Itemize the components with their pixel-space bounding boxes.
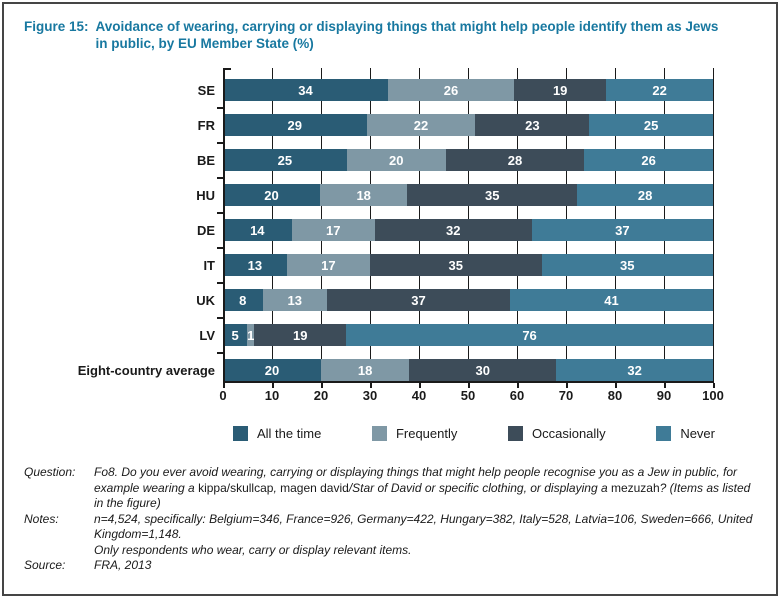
bar-value-label: 18 (356, 187, 371, 203)
bar-value-label: 28 (637, 187, 653, 203)
notes-label: Notes: (24, 511, 59, 526)
y-axis-tick (217, 177, 223, 179)
bar-row-lv (24, 324, 713, 346)
y-axis-tick (217, 282, 223, 284)
notes-text: n=4,524, specifically: Belgium=346, France=926, Germany=422, Hungary=382, Italy=528, Latvia=106, Sweden=666, United Kingdom=1,148. (94, 511, 753, 541)
legend-swatch-icon (656, 426, 671, 441)
bar-row-de (24, 219, 713, 241)
bar-value-label: 32 (446, 222, 461, 238)
bar-value-label: 8 (239, 292, 247, 308)
bar-segment-frequently (388, 79, 514, 101)
bar-value-label: 20 (388, 152, 404, 168)
bar-row-uk (24, 289, 713, 311)
legend-label: Frequently (395, 426, 458, 441)
bar-value-label: 32 (627, 362, 642, 378)
x-tick-label-100: 100 (702, 388, 724, 403)
question-text (94, 465, 756, 512)
bar-segment-frequently (247, 324, 254, 346)
bar-value-label: 20 (264, 187, 279, 203)
bar-value-label: 30 (475, 362, 490, 378)
chart-legend (233, 426, 715, 441)
bar-value-label: 17 (321, 257, 336, 273)
stacked-bar (223, 79, 713, 101)
x-tick-label-30: 30 (362, 388, 378, 403)
bar-segment-all-the-time (223, 79, 388, 101)
bar-row-fr (24, 114, 713, 136)
category-label: SE (197, 82, 215, 98)
stacked-bar (223, 324, 713, 346)
bar-value-label: 1 (247, 327, 255, 343)
x-tick-label-20: 20 (313, 388, 329, 403)
x-tick-label-90: 90 (656, 388, 672, 403)
bar-segment-occasionally (446, 149, 585, 171)
category-label: UK (196, 292, 215, 308)
question-term-upright: mezuzah (610, 480, 660, 495)
bar-segment-occasionally (475, 114, 589, 136)
category-label: IT (203, 257, 215, 273)
stacked-bar (223, 359, 713, 381)
figure-title-row (4, 4, 776, 52)
bar-value-label: 41 (604, 292, 619, 308)
bar-value-label: 29 (287, 117, 302, 133)
bar-value-label: 23 (525, 117, 540, 133)
bar-value-label: 19 (293, 327, 308, 343)
bar-value-label: 14 (250, 222, 265, 238)
legend-item-all-the-time (233, 426, 321, 441)
bar-value-label: 37 (615, 222, 630, 238)
bar-segment-all-the-time (223, 359, 321, 381)
bar-segment-never (577, 184, 713, 206)
bar-segment-all-the-time (223, 254, 287, 276)
bar-value-label: 25 (643, 117, 659, 133)
bar-segment-frequently (292, 219, 375, 241)
bar-segment-never (584, 149, 713, 171)
bar-value-label: 25 (277, 152, 293, 168)
y-axis-tick (217, 247, 223, 249)
x-tick-label-50: 50 (460, 388, 476, 403)
legend-item-never (656, 426, 715, 441)
bar-segment-occasionally (514, 79, 606, 101)
bar-value-label: 26 (443, 82, 459, 98)
category-label: FR (197, 117, 215, 133)
legend-label: All the time (257, 426, 322, 441)
bar-segment-occasionally (370, 254, 542, 276)
question-term-upright: magen david (280, 480, 349, 495)
bar-segment-never (589, 114, 713, 136)
bar-segment-frequently (321, 359, 409, 381)
footer-notes (24, 465, 756, 574)
legend-label: Occasionally (531, 426, 606, 441)
stacked-bar (223, 219, 713, 241)
y-axis-tick (217, 317, 223, 319)
category-label: Eight-country average (77, 362, 215, 378)
bar-rows (24, 68, 713, 381)
source-text: FRA, 2013 (94, 558, 152, 572)
legend-swatch-icon (508, 426, 523, 441)
stacked-bar (223, 149, 713, 171)
figure-number-label: Figure 15: (24, 19, 89, 34)
bar-value-label: 35 (485, 187, 500, 203)
x-tick-label-80: 80 (607, 388, 623, 403)
x-tick-label-40: 40 (411, 388, 427, 403)
bar-segment-occasionally (327, 289, 510, 311)
figure-title: Avoidance of wearing, carrying or displaying things that might help people identify them as Jews in public, by EU Member State (%) (95, 19, 719, 51)
x-tick-label-70: 70 (558, 388, 574, 403)
legend-swatch-icon (233, 426, 248, 441)
bar-value-label: 19 (552, 82, 568, 98)
bar-value-label: 26 (641, 152, 656, 168)
question-text-segment: ? (Items as listed in the figure) (94, 480, 751, 510)
y-axis-top-tick (225, 68, 231, 70)
x-tick-label-0: 0 (219, 388, 227, 403)
bar-segment-frequently (263, 289, 327, 311)
question-text-segment: Fo8. Do you ever avoid wearing, carrying or displaying things that might help people recognise you as a Jew in public, for example wearing a (94, 465, 738, 495)
bar-value-label: 37 (411, 292, 426, 308)
bar-row-hu (24, 184, 713, 206)
bar-value-label: 13 (247, 257, 263, 273)
y-axis-line (223, 68, 225, 383)
stacked-bar (223, 254, 713, 276)
question-text-segment: /Star of David or specific clothing, or displaying a (348, 480, 611, 495)
notes-spacer (24, 543, 94, 559)
figure-frame (2, 2, 778, 596)
legend-swatch-icon (372, 426, 387, 441)
x-axis-tick-labels (219, 388, 724, 406)
bar-segment-never (346, 324, 713, 346)
stacked-bar (223, 114, 713, 136)
bar-value-label: 28 (507, 152, 523, 168)
y-axis-tick (217, 107, 223, 109)
stacked-bar-chart (24, 68, 724, 441)
bar-segment-all-the-time (223, 324, 247, 346)
plot-area (24, 68, 713, 381)
x-tick-label-60: 60 (509, 388, 525, 403)
bar-segment-all-the-time (223, 184, 320, 206)
y-axis-tick (217, 352, 223, 354)
legend-label: Never (680, 426, 715, 441)
bar-segment-all-the-time (223, 289, 263, 311)
x-tick-label-10: 10 (264, 388, 280, 403)
stacked-bar (223, 184, 713, 206)
bar-segment-never (556, 359, 713, 381)
bar-value-label: 20 (264, 362, 280, 378)
bar-value-label: 35 (448, 257, 463, 273)
bar-segment-never (542, 254, 714, 276)
bar-value-label: 17 (326, 222, 341, 238)
bar-row-eight-country-average (24, 359, 713, 381)
bar-segment-occasionally (375, 219, 532, 241)
y-axis-tick (217, 142, 223, 144)
bar-value-label: 22 (413, 117, 429, 133)
bar-value-label: 22 (652, 82, 667, 98)
bar-value-label: 13 (287, 292, 302, 308)
bar-row-it (24, 254, 713, 276)
bar-value-label: 5 (231, 327, 239, 343)
question-term-upright: kippa/skullcap (198, 480, 274, 495)
bar-segment-frequently (347, 149, 446, 171)
question-label: Question: (24, 465, 76, 479)
legend-item-occasionally (508, 426, 606, 441)
bar-segment-all-the-time (223, 149, 347, 171)
notes-text-2: Only respondents who wear, carry or display relevant items. (94, 542, 412, 557)
bar-value-label: 35 (620, 257, 635, 273)
bar-segment-never (532, 219, 713, 241)
bar-row-se (24, 79, 713, 101)
bar-segment-frequently (287, 254, 370, 276)
bar-row-be (24, 149, 713, 171)
bar-value-label: 18 (357, 362, 373, 378)
bar-segment-occasionally (409, 359, 556, 381)
bar-value-label: 34 (298, 82, 313, 98)
bar-segment-all-the-time (223, 114, 367, 136)
stacked-bar (223, 289, 713, 311)
bar-segment-never (510, 289, 713, 311)
category-label: LV (199, 327, 215, 343)
bar-segment-occasionally (407, 184, 577, 206)
category-label: BE (196, 152, 215, 168)
bar-segment-occasionally (254, 324, 346, 346)
y-axis-tick (217, 212, 223, 214)
category-label: HU (196, 187, 215, 203)
bar-segment-frequently (320, 184, 407, 206)
bar-value-label: 76 (522, 327, 537, 343)
bar-segment-all-the-time (223, 219, 292, 241)
bar-segment-frequently (367, 114, 476, 136)
bar-segment-never (606, 79, 713, 101)
category-label: DE (196, 222, 215, 238)
legend-item-frequently (372, 426, 457, 441)
source-label: Source: (24, 558, 66, 572)
question-text-segment: , (273, 480, 281, 495)
